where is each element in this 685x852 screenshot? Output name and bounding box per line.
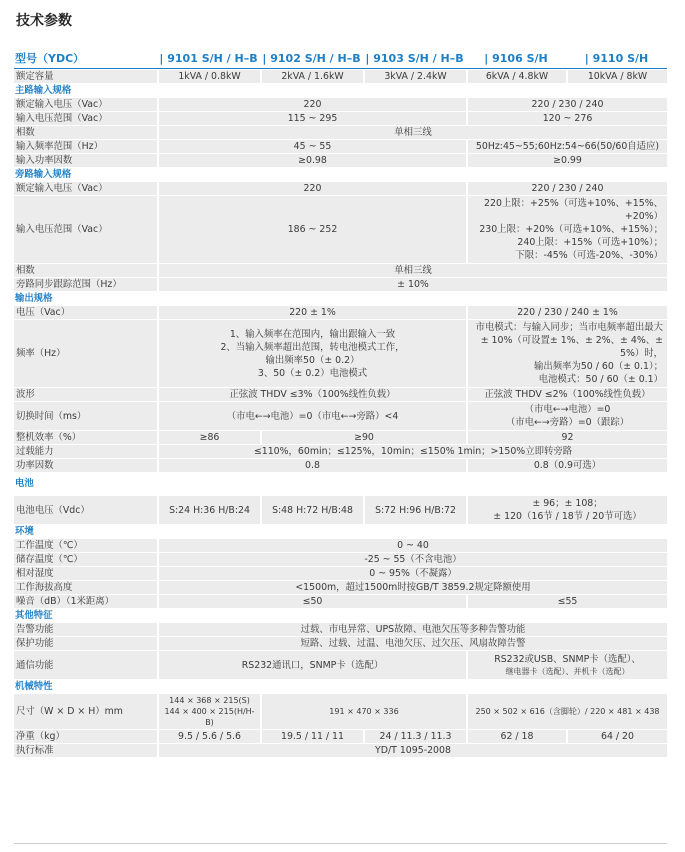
- table-row: [14, 730, 667, 743]
- bottom-divider: [14, 843, 667, 844]
- section-title: 电池: [14, 473, 667, 495]
- cell-value-multiline: [466, 496, 667, 524]
- cell-value: -25 ~ 55（不含电池）: [157, 553, 667, 566]
- row-label: 电压（Vac）: [14, 306, 157, 319]
- text-line: 市电模式：与输入同步；当市电频率超出最大: [475, 322, 663, 333]
- table-row: [14, 553, 667, 566]
- cell-value: 220 / 230 / 240: [466, 98, 667, 111]
- table-row: [14, 320, 667, 387]
- cell-value: YD/T 1095-2008: [157, 744, 667, 757]
- table-row: [14, 140, 667, 153]
- cell-value: S:48 H:72 H/B:48: [260, 496, 363, 524]
- text-line: 230上限：+20%（可选+10%、+15%）；: [479, 224, 663, 235]
- table-row: [14, 694, 667, 729]
- text-line: 输出频率为50 / 60（± 0.1）；: [533, 361, 663, 372]
- table-row: [14, 196, 667, 263]
- model-header-label: 型号（YDC）: [14, 50, 157, 69]
- text-line: 输出频率50（± 0.2）: [265, 354, 360, 366]
- text-line: （市电←→旁路）=0（跟踪）: [505, 417, 630, 428]
- cell-value-multiline: [466, 651, 667, 679]
- table-row: [14, 98, 667, 111]
- row-label: 切换时间（ms）: [14, 402, 157, 430]
- cell-value: 0 ~ 40: [157, 539, 667, 552]
- cell-value-multiline: [157, 320, 466, 387]
- table-row: [14, 581, 667, 594]
- cell-value: ≤50: [157, 595, 466, 608]
- text-line: ± 120（16节 / 18节 / 20节可选）: [493, 511, 642, 522]
- cell-value: 250 × 502 × 616（含脚轮）/ 220 × 481 × 438: [466, 694, 667, 729]
- section-heading-row: [14, 680, 667, 693]
- text-line: 2、当输入频率超出范围，转电池模式工作，: [220, 341, 405, 353]
- cell-value: 64 / 20: [566, 730, 667, 743]
- table-row: [14, 744, 667, 757]
- section-title: 其他特征: [14, 609, 667, 622]
- table-row: [14, 567, 667, 580]
- cell-value: 0.8: [157, 459, 466, 472]
- text-line: 240上限：+15%（可选+10%）；: [517, 237, 663, 248]
- row-label: 功率因数: [14, 459, 157, 472]
- cell-value: ≥0.99: [466, 154, 667, 167]
- cell-value-multiline: [466, 196, 667, 263]
- cell-value-multiline: [157, 694, 260, 729]
- row-label: 波形: [14, 388, 157, 401]
- section-title: 输出规格: [14, 292, 667, 305]
- cell-value: RS232通讯口，SNMP卡（选配）: [157, 651, 466, 679]
- cell-value: ≥86: [157, 431, 260, 444]
- row-label: 旁路同步跟踪范围（Hz）: [14, 278, 157, 291]
- row-label: 整机效率（%）: [14, 431, 157, 444]
- cell-value: S:72 H:96 H/B:72: [363, 496, 466, 524]
- cell-value-multiline: [466, 402, 667, 430]
- cell-value: ≤55: [466, 595, 667, 608]
- row-label: 通信功能: [14, 651, 157, 679]
- model-header-9102: | 9102 S/H / H–B: [260, 50, 363, 69]
- row-label: 工作海拔高度: [14, 581, 157, 594]
- row-label: 输入电压范围（Vac）: [14, 196, 157, 263]
- row-label: 相数: [14, 126, 157, 139]
- row-label: 执行标准: [14, 744, 157, 757]
- table-row: [14, 459, 667, 472]
- row-label: 输入电压范围（Vac）: [14, 112, 157, 125]
- cell-value: ≥90: [260, 431, 466, 444]
- table-row: [14, 623, 667, 636]
- cell-value: 3kVA / 2.4kW: [363, 70, 466, 83]
- cell-value: S:24 H:36 H/B:24: [157, 496, 260, 524]
- row-label: 保护功能: [14, 637, 157, 650]
- cell-value: 0.8（0.9可选）: [466, 459, 667, 472]
- row-label: 相数: [14, 264, 157, 277]
- cell-value: 正弦波 THDV ≤2%（100%线性负载）: [466, 388, 667, 401]
- cell-value: 220 / 230 / 240 ± 1%: [466, 306, 667, 319]
- cell-value: 220 ± 1%: [157, 306, 466, 319]
- page-title: 技术参数: [16, 13, 72, 29]
- row-label: 输入功率因数: [14, 154, 157, 167]
- section-heading-row: [14, 84, 667, 97]
- cell-value: 92: [466, 431, 667, 444]
- cell-value: 50Hz:45~55;60Hz:54~66(50/60自适应): [466, 140, 667, 153]
- table-row: [14, 388, 667, 401]
- text-line: 下限：-45%（可选-20%、-30%）: [515, 250, 663, 261]
- cell-value: 24 / 11.3 / 11.3: [363, 730, 466, 743]
- cell-value: 115 ~ 295: [157, 112, 466, 125]
- text-line: 220上限：+25%（可选+10%、+15%、+20%）: [484, 198, 663, 222]
- section-heading-row: [14, 292, 667, 305]
- cell-value: ≥0.98: [157, 154, 466, 167]
- table-row: [14, 595, 667, 608]
- text-line: 1、输入频率在范围内，输出跟输入一致: [229, 328, 396, 340]
- row-label: 噪音（dB）（1米距离）: [14, 595, 157, 608]
- cell-value: 9.5 / 5.6 / 5.6: [157, 730, 260, 743]
- table-row: [14, 402, 667, 430]
- model-header-9106: | 9106 S/H: [466, 50, 566, 69]
- text-line: 144 × 368 × 215(S): [169, 696, 250, 705]
- text-line: 继电器卡（选配）、并机卡（选配）: [505, 667, 630, 676]
- table-row: [14, 496, 667, 524]
- cell-value: 220: [157, 182, 466, 195]
- cell-value: 10kVA / 8kW: [566, 70, 667, 83]
- table-row: [14, 445, 667, 458]
- model-header-9103: | 9103 S/H / H–B: [363, 50, 466, 69]
- section-title: 机械特性: [14, 680, 667, 693]
- cell-value: 正弦波 THDV ≤3%（100%线性负载）: [157, 388, 466, 401]
- table-row: [14, 278, 667, 291]
- row-label: 频率（Hz）: [14, 320, 157, 387]
- cell-value: 2kVA / 1.6kW: [260, 70, 363, 83]
- table-row: [14, 539, 667, 552]
- row-label: 告警功能: [14, 623, 157, 636]
- cell-value: 6kVA / 4.8kW: [466, 70, 566, 83]
- table-row: [14, 112, 667, 125]
- cell-value: 1kVA / 0.8kW: [157, 70, 260, 83]
- table-row: [14, 70, 667, 83]
- row-label: 尺寸（W × D × H）mm: [14, 694, 157, 729]
- table-row: [14, 651, 667, 679]
- section-heading-row: [14, 168, 667, 181]
- cell-value: 120 ~ 276: [466, 112, 667, 125]
- table-header-row: [14, 50, 667, 69]
- cell-value: 45 ~ 55: [157, 140, 466, 153]
- model-header-9101: | 9101 S/H / H–B: [157, 50, 260, 69]
- cell-value: 62 / 18: [466, 730, 566, 743]
- row-label: 额定容量: [14, 70, 157, 83]
- section-title: 环境: [14, 525, 667, 538]
- section-heading-row: [14, 473, 667, 495]
- cell-value: ≤110%，60min；≤125%，10min；≤150% 1min；>150%立即转旁路: [157, 445, 667, 458]
- table-row: [14, 306, 667, 319]
- cell-value-multiline: [466, 320, 667, 387]
- text-line: RS232或USB、SNMP卡（选配）、: [494, 654, 641, 665]
- row-label: 输入频率范围（Hz）: [14, 140, 157, 153]
- table-row: [14, 154, 667, 167]
- cell-value: 单相三线: [157, 126, 667, 139]
- table-row: [14, 126, 667, 139]
- model-header-9110: | 9110 S/H: [566, 50, 667, 69]
- row-label: 相对湿度: [14, 567, 157, 580]
- cell-value: <1500m，超过1500m时按GB/T 3859.2规定降额使用: [157, 581, 667, 594]
- cell-value: ± 10%: [157, 278, 667, 291]
- text-line: ± 96；± 108；: [532, 498, 603, 509]
- cell-value: 220 / 230 / 240: [466, 182, 667, 195]
- spec-table: [14, 49, 667, 758]
- row-label: 额定输入电压（Vac）: [14, 98, 157, 111]
- text-line: （市电←→电池）=0: [524, 404, 611, 415]
- cell-value: 0 ~ 95%（不凝露）: [157, 567, 667, 580]
- section-title: 旁路输入规格: [14, 168, 667, 181]
- row-label: 工作温度（℃）: [14, 539, 157, 552]
- table-row: [14, 637, 667, 650]
- row-label: 过载能力: [14, 445, 157, 458]
- section-heading-row: [14, 525, 667, 538]
- text-line: 3、50（± 0.2）电池模式: [257, 367, 368, 379]
- row-label: 额定输入电压（Vac）: [14, 182, 157, 195]
- cell-value: 过载、市电异常、UPS故障、电池欠压等多种告警功能: [157, 623, 667, 636]
- table-row: [14, 182, 667, 195]
- cell-value: 单相三线: [157, 264, 667, 277]
- table-row: [14, 431, 667, 444]
- cell-value: （市电←→电池）=0（市电←→旁路）<4: [157, 402, 466, 430]
- cell-value: 191 × 470 × 336: [260, 694, 466, 729]
- cell-value: 19.5 / 11 / 11: [260, 730, 363, 743]
- row-label: 净重（kg）: [14, 730, 157, 743]
- cell-value: 220: [157, 98, 466, 111]
- row-label: 电池电压（Vdc）: [14, 496, 157, 524]
- row-label: 储存温度（℃）: [14, 553, 157, 566]
- cell-value: 186 ~ 252: [157, 196, 466, 263]
- section-title: 主路输入规格: [14, 84, 667, 97]
- cell-value: 短路、过载、过温、电池欠压、过欠压、风扇故障告警: [157, 637, 667, 650]
- text-line: 144 × 400 × 215(H/H-B): [164, 707, 255, 727]
- text-line: ± 10%（可设置± 1%、± 2%、± 4%、± 5%）时，: [480, 335, 663, 359]
- section-heading-row: [14, 609, 667, 622]
- table-row: [14, 264, 667, 277]
- text-line: 电池模式：50 / 60（± 0.1）: [538, 374, 663, 385]
